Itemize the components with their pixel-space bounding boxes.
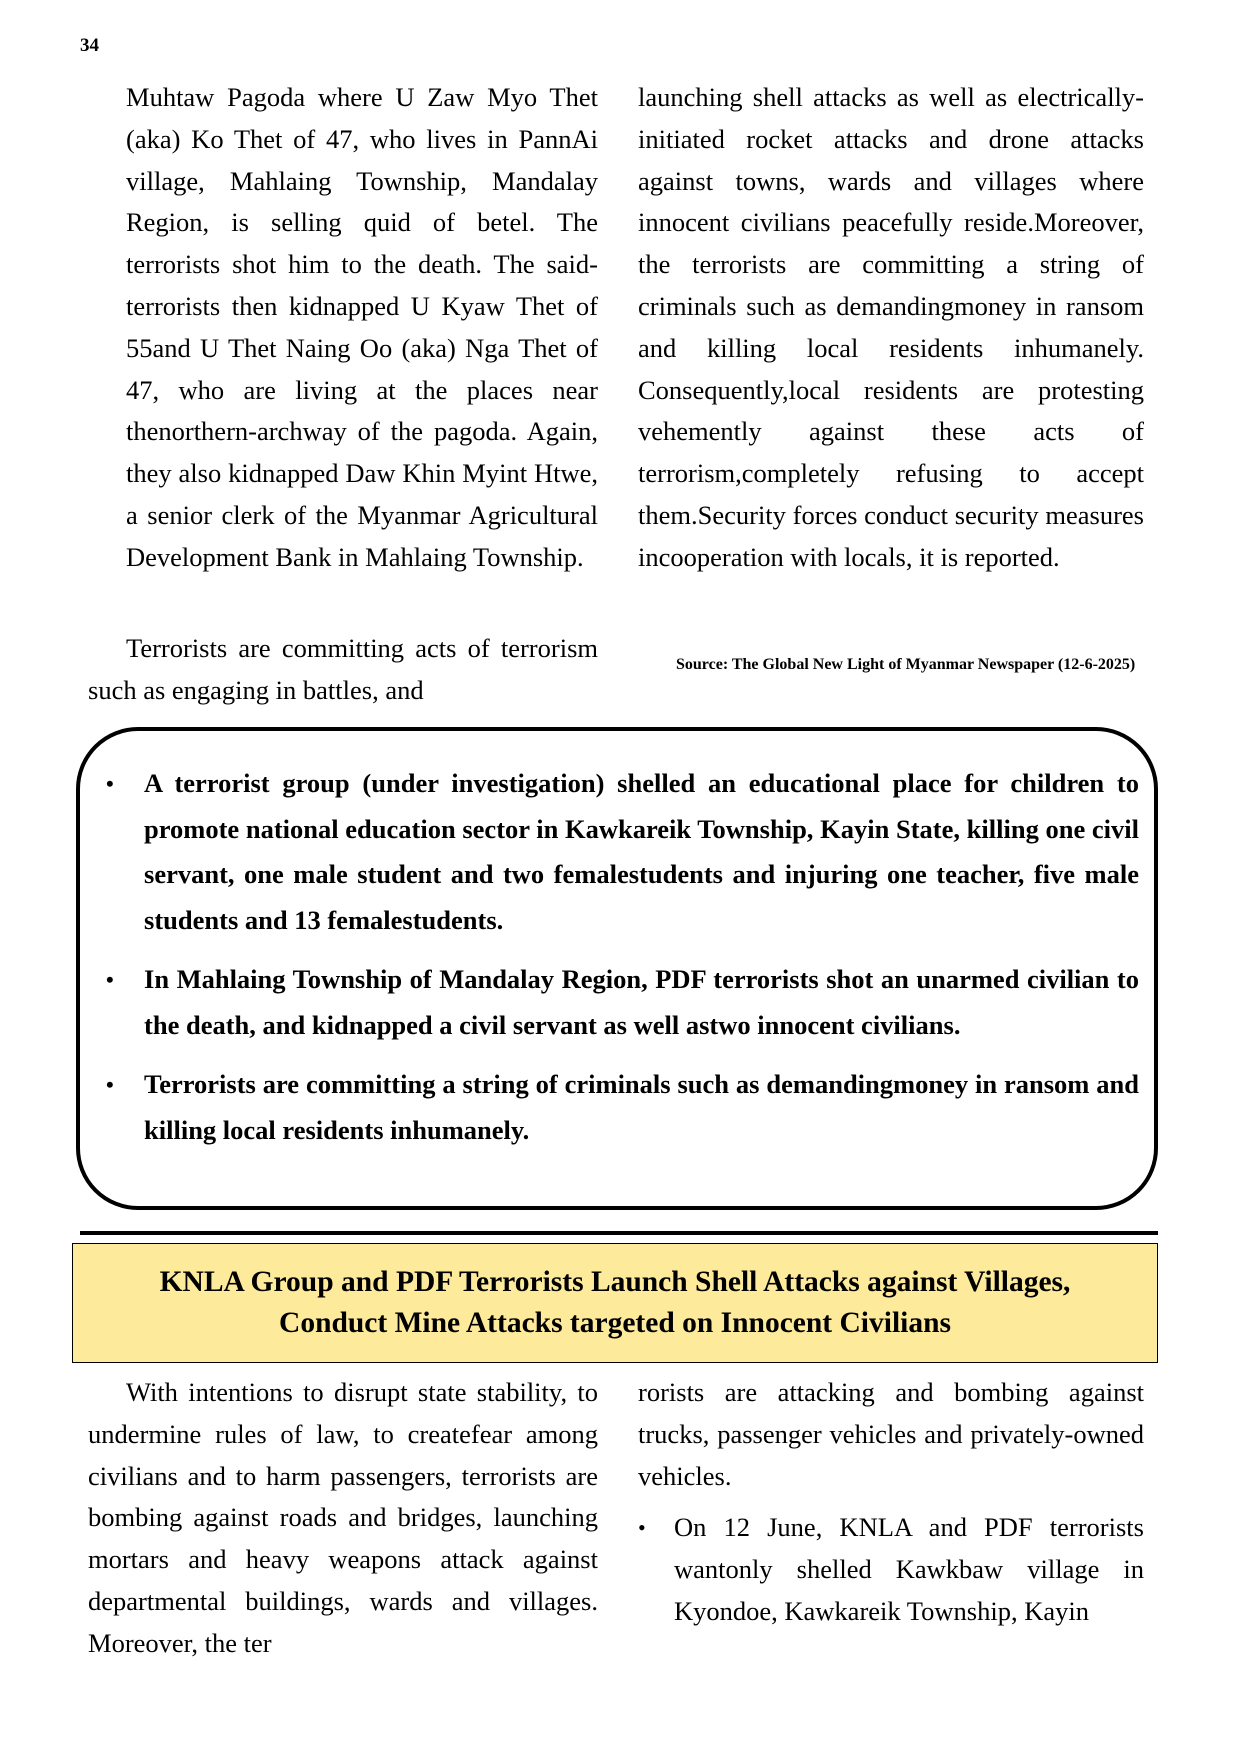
article1-source-line: Source: The Global New Light of Myanmar Newspaper (12-6-2025) [676, 656, 1136, 673]
section-divider [80, 1231, 1158, 1235]
article1-left-paragraph-1: Muhtaw Pagoda where U Zaw Myo Thet (aka) Ko Thet of 47, who lives in PannAi village, Mahlaing Township, Mandalay Region, is selling quid of betel. The terrorists shot him to the death. The said-terrorists then kidnapped U Kyaw Thet of 55and U Thet Naing Oo (aka) Nga Thet of 47, who are living at the places near thenorthern-archway of the pagoda. Again, they also kidnapped Daw Khin Myint Htwe, a senior clerk of the Myanmar Agricultural Development Bank in Mahlaing Township. [126, 82, 598, 572]
article2-bullet-item-1 [638, 1507, 1144, 1632]
article2-headline-line-2: Conduct Mine Attacks targeted on Innocent Civilians [279, 1307, 951, 1339]
article2-headline [115, 1262, 1115, 1344]
highlight-item-1 [106, 761, 1139, 943]
article2-left-paragraph-1: With intentions to disrupt state stability, to undermine rules of law, to createfear among civilians and to harm passengers, terrorists are bombing against roads and bridges, launching mortars and heavy weapons attack against departmental buildings, wards and villages. Moreover, the ter [88, 1377, 598, 1658]
article1-left-paragraph-2: Terrorists are committing acts of terrorism such as engaging in battles, and [88, 633, 598, 705]
article2-headline-box [72, 1243, 1158, 1363]
highlight-item-2 [106, 957, 1139, 1048]
highlights-list [106, 761, 1139, 1167]
page-number: 34 [80, 35, 99, 56]
highlight-item-1-text: A terrorist group (under investigation) shelled an educational place for children to promote national education sector in Kawkareik Township, Kayin State, killing one civil servant, one male student and two femalestudents and injuring one teacher, five male students and 13 femalestudents. [144, 768, 1139, 935]
article2-left-column [88, 1372, 598, 1665]
article2-right-paragraph-1: rorists are attacking and bombing against trucks, passenger vehicles and privately-owned vehicles. [638, 1377, 1144, 1491]
article1-right-paragraph-1: launching shell attacks as well as electrically-initiated rocket attacks and drone attacks against towns, wards and villages where innocent civilians peacefully reside.Moreover, the terrorists are committing a string of criminals such as demandingmoney in ransom and killing local residents inhumanely. Consequently,local residents are protesting vehemently against these acts of terrorism,completely refusing to accept them.Security forces conduct security measures incooperation with locals, it is reported. [638, 82, 1144, 572]
highlight-item-2-text: In Mahlaing Township of Mandalay Region, PDF terrorists shot an unarmed civilian to the death, and kidnapped a civil servant as well astwo innocent civilians. [144, 964, 1139, 1040]
article2-right-column [638, 1372, 1144, 1633]
article1-left-column [126, 77, 598, 579]
article2-bullet-item-1-text: On 12 June, KNLA and PDF terrorists wantonly shelled Kawkbaw village in Kyondoe, Kawkareik Township, Kayin [674, 1512, 1144, 1626]
article1-left-column-continued [88, 628, 598, 712]
bullet-icon: • [106, 967, 114, 992]
article1-right-column [638, 77, 1144, 579]
highlight-item-3 [106, 1062, 1139, 1153]
highlight-item-3-text: Terrorists are committing a string of criminals such as demandingmoney in ransom and killing local residents inhumanely. [144, 1069, 1139, 1145]
highlights-callout-box [76, 727, 1158, 1210]
bullet-icon: • [106, 771, 114, 796]
bullet-icon: • [638, 1515, 646, 1541]
bullet-icon: • [106, 1072, 114, 1097]
article2-headline-line-1: KNLA Group and PDF Terrorists Launch Shell Attacks against Villages, [159, 1266, 1071, 1298]
